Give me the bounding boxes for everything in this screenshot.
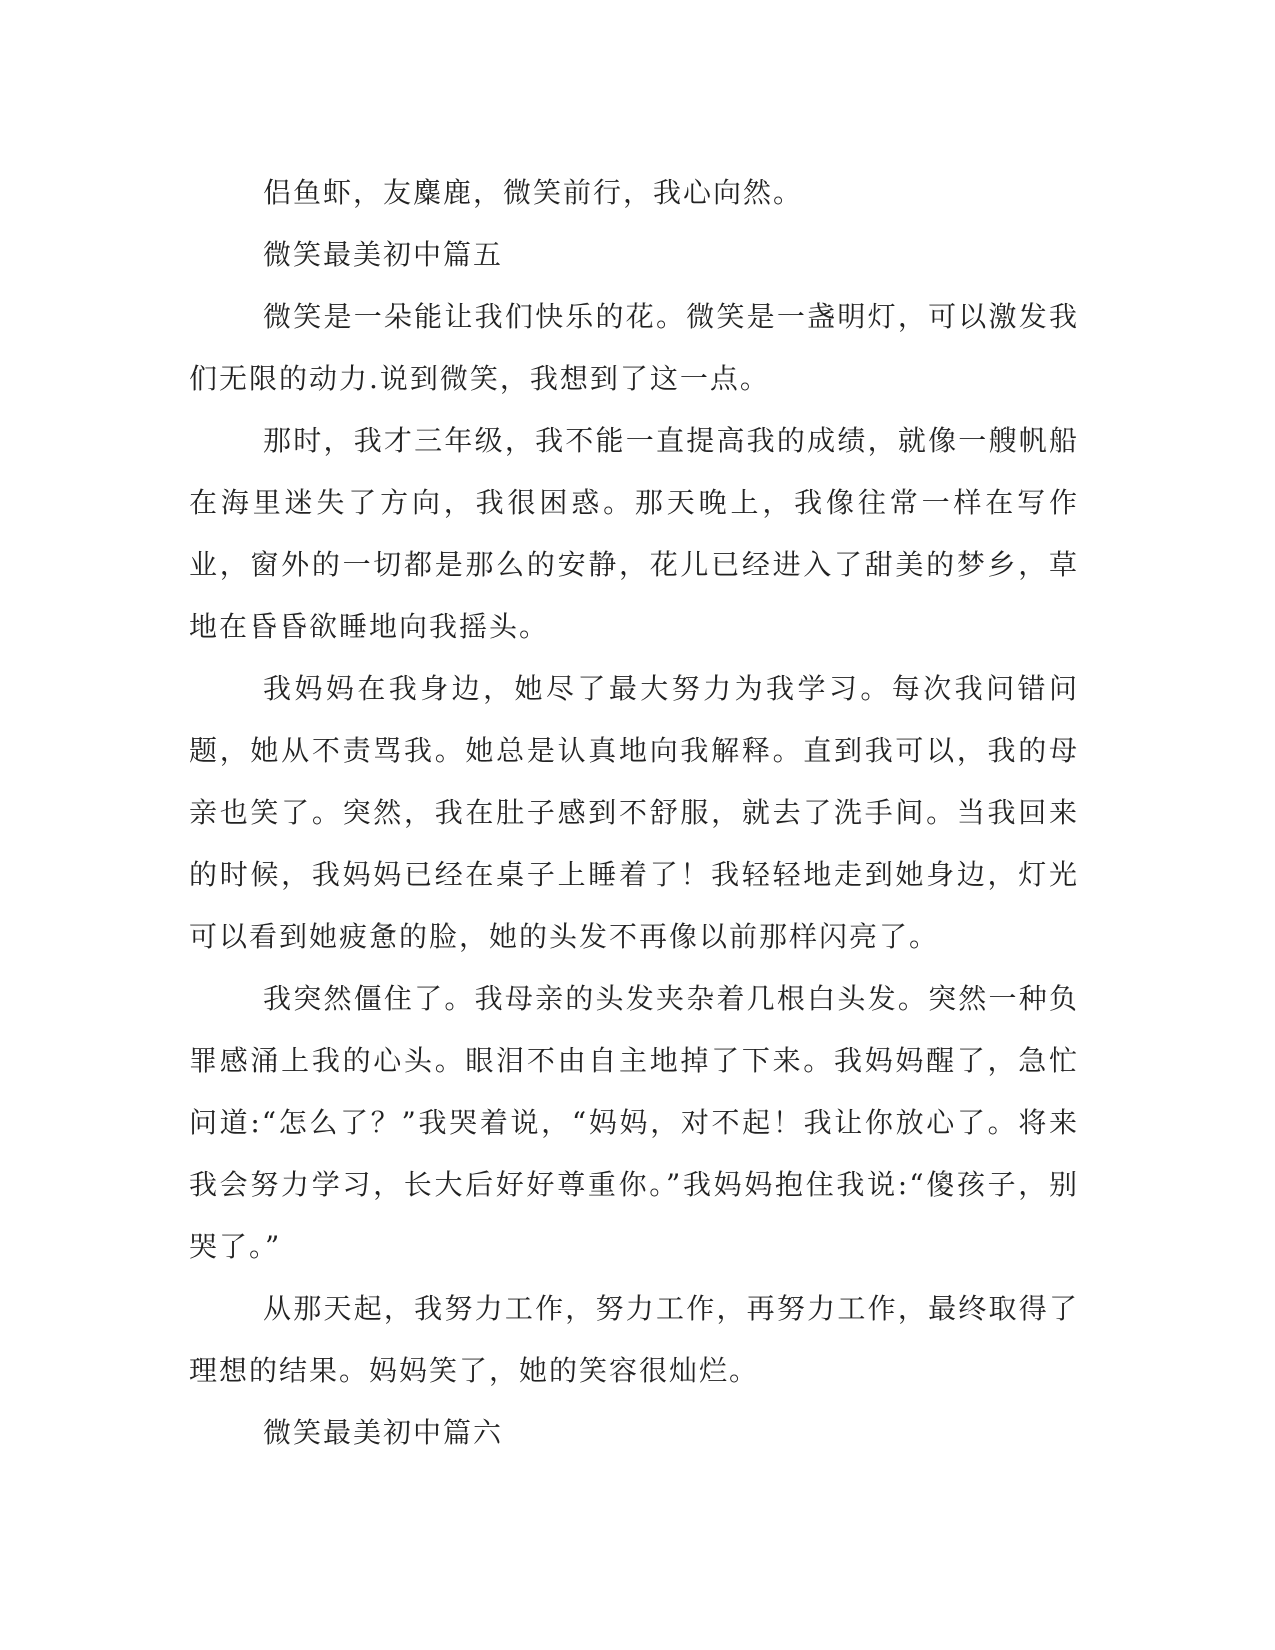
paragraph-mother-help: 我妈妈在我身边，她尽了最大努力为我学习。每次我问错问题，她从不责骂我。她总是认真地向我解释。直到我可以，我的母亲也笑了。突然，我在肚子感到不舒服，就去了洗手间。当我回来的时候，我妈妈已经在桌子上睡着了！我轻轻地走到她身边，灯光可以看到她疲惫的脸，她的头发不再像以前那样闪亮了。	[189, 672, 1079, 953]
paragraph-third-grade: 那时，我才三年级，我不能一直提高我的成绩，就像一艘帆船在海里迷失了方向，我很困惑。那天晚上，我像往常一样在写作业，窗外的一切都是那么的安静，花儿已经进入了甜美的梦乡，草地在昏昏欲睡地向我摇头。	[189, 424, 1079, 643]
paragraph-white-hair: 我突然僵住了。我母亲的头发夹杂着几根白头发。突然一种负罪感涌上我的心头。眼泪不由自主地掉了下来。我妈妈醒了，急忙问道:“怎么了？”我哭着说，“妈妈，对不起！我让你放心了。将来我会努力学习，长大后好好尊重你。”我妈妈抱住我说:“傻孩子，别哭了。”	[189, 982, 1079, 1263]
paragraph-closing-line: 侣鱼虾，友麋鹿，微笑前行，我心向然。	[263, 176, 804, 209]
document-body	[189, 162, 1079, 1464]
section-heading-six: 微笑最美初中篇六	[263, 1416, 504, 1449]
paragraph-result: 从那天起，我努力工作，努力工作，再努力工作，最终取得了理想的结果。妈妈笑了，她的笑容很灿烂。	[189, 1292, 1079, 1387]
section-heading-five: 微笑最美初中篇五	[263, 238, 504, 271]
paragraph-intro: 微笑是一朵能让我们快乐的花。微笑是一盏明灯，可以激发我们无限的动力.说到微笑，我想到了这一点。	[189, 300, 1079, 395]
